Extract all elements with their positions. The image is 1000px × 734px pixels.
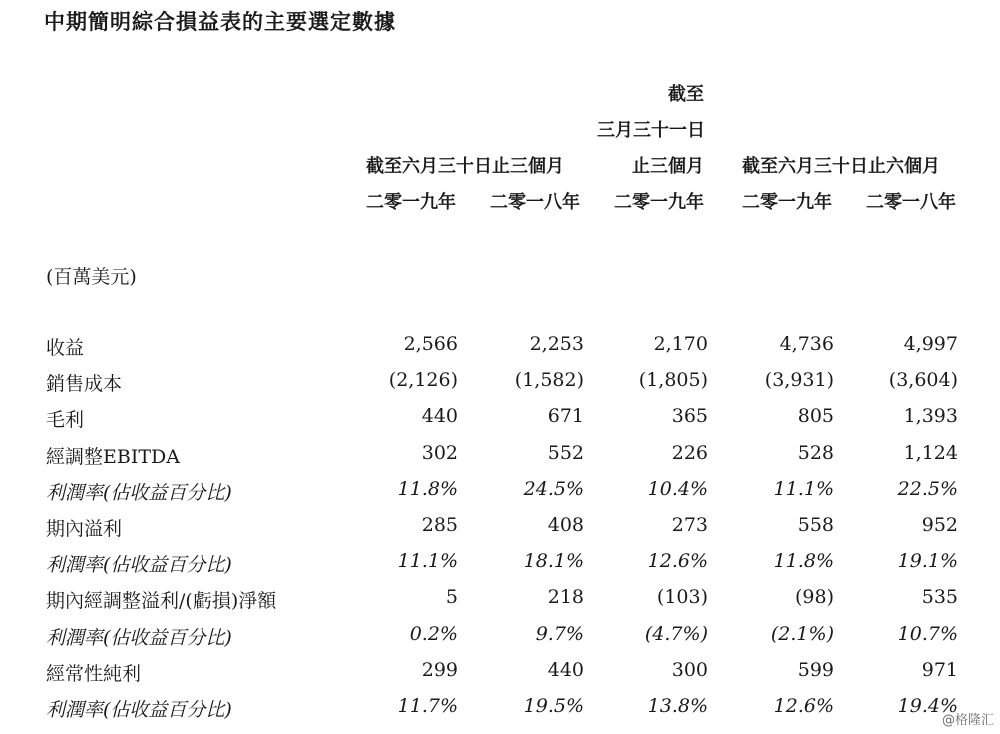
cell-value: 552: [547, 442, 584, 464]
cell-value: (2,126): [388, 369, 458, 391]
row-label: 利潤率(佔收益百分比): [46, 699, 232, 721]
cell-value: 5: [445, 586, 458, 608]
cell-value: 0.2%: [409, 623, 458, 645]
cell-value: 10.7%: [897, 623, 958, 645]
cell-value: 273: [671, 514, 708, 536]
row-label: 銷售成本: [46, 373, 123, 395]
cell-value: 952: [921, 514, 958, 536]
row-label: 利潤率(佔收益百分比): [46, 482, 232, 504]
header-year-col1: 二零一九年: [366, 192, 456, 213]
cell-value: (3,931): [764, 369, 834, 391]
cell-value: 1,393: [903, 405, 958, 427]
cell-value: 11.1%: [773, 478, 834, 500]
cell-value: 12.6%: [647, 550, 708, 572]
header-year-col2: 二零一八年: [490, 192, 580, 213]
cell-value: 19.4%: [897, 695, 958, 717]
cell-value: 226: [671, 442, 708, 464]
header-q1-line3: 止三個月: [632, 156, 704, 177]
cell-value: 13.8%: [647, 695, 708, 717]
cell-value: 285: [421, 514, 458, 536]
watermark: @格隆汇: [941, 713, 994, 728]
row-label: 期內經調整溢利/(虧損)淨額: [46, 590, 277, 612]
header-year-col5: 二零一八年: [866, 192, 956, 213]
cell-value: 440: [421, 405, 458, 427]
header-six-months: 截至六月三十日止六個月: [742, 156, 940, 177]
cell-value: 11.7%: [397, 695, 458, 717]
cell-value: (103): [656, 586, 708, 608]
cell-value: 10.4%: [647, 478, 708, 500]
unit-label: (百萬美元): [46, 266, 137, 288]
row-label: 收益: [46, 337, 85, 359]
cell-value: 599: [797, 659, 834, 681]
cell-value: (1,582): [514, 369, 584, 391]
cell-value: 528: [797, 442, 834, 464]
cell-value: 11.1%: [397, 550, 458, 572]
cell-value: 2,566: [403, 333, 458, 355]
cell-value: 671: [547, 405, 584, 427]
cell-value: (3,604): [888, 369, 958, 391]
row-label: 利潤率(佔收益百分比): [46, 554, 232, 576]
cell-value: 12.6%: [773, 695, 834, 717]
cell-value: 1,124: [903, 442, 958, 464]
cell-value: 558: [797, 514, 834, 536]
cell-value: (2.1%): [770, 623, 834, 645]
cell-value: (98): [794, 586, 834, 608]
cell-value: 408: [547, 514, 584, 536]
row-label: 利潤率(佔收益百分比): [46, 627, 232, 649]
cell-value: 365: [671, 405, 708, 427]
cell-value: 9.7%: [535, 623, 584, 645]
cell-value: 18.1%: [523, 550, 584, 572]
cell-value: (4.7%): [644, 623, 708, 645]
cell-value: 218: [547, 586, 584, 608]
cell-value: 4,997: [903, 333, 958, 355]
header-q1-line2: 三月三十一日: [597, 120, 705, 141]
row-label: 經常性純利: [46, 663, 142, 685]
cell-value: 535: [921, 586, 958, 608]
row-label: 經調整EBITDA: [46, 446, 180, 468]
header-three-months: 截至六月三十日止三個月: [366, 156, 564, 177]
cell-value: 4,736: [779, 333, 834, 355]
row-label: 期內溢利: [46, 518, 123, 540]
cell-value: 805: [797, 405, 834, 427]
cell-value: 2,253: [529, 333, 584, 355]
cell-value: 22.5%: [897, 478, 958, 500]
cell-value: 11.8%: [397, 478, 458, 500]
cell-value: 971: [921, 659, 958, 681]
cell-value: 11.8%: [773, 550, 834, 572]
cell-value: 440: [547, 659, 584, 681]
cell-value: 19.5%: [523, 695, 584, 717]
cell-value: 24.5%: [523, 478, 584, 500]
cell-value: 2,170: [653, 333, 708, 355]
header-year-col3: 二零一九年: [614, 192, 704, 213]
row-label: 毛利: [46, 409, 85, 431]
cell-value: (1,805): [638, 369, 708, 391]
header-q1-line1: 截至: [668, 84, 704, 105]
cell-value: 300: [671, 659, 708, 681]
cell-value: 19.1%: [897, 550, 958, 572]
page-title: 中期簡明綜合損益表的主要選定數據: [44, 10, 396, 34]
header-year-col4: 二零一九年: [742, 192, 832, 213]
cell-value: 299: [421, 659, 458, 681]
cell-value: 302: [421, 442, 458, 464]
